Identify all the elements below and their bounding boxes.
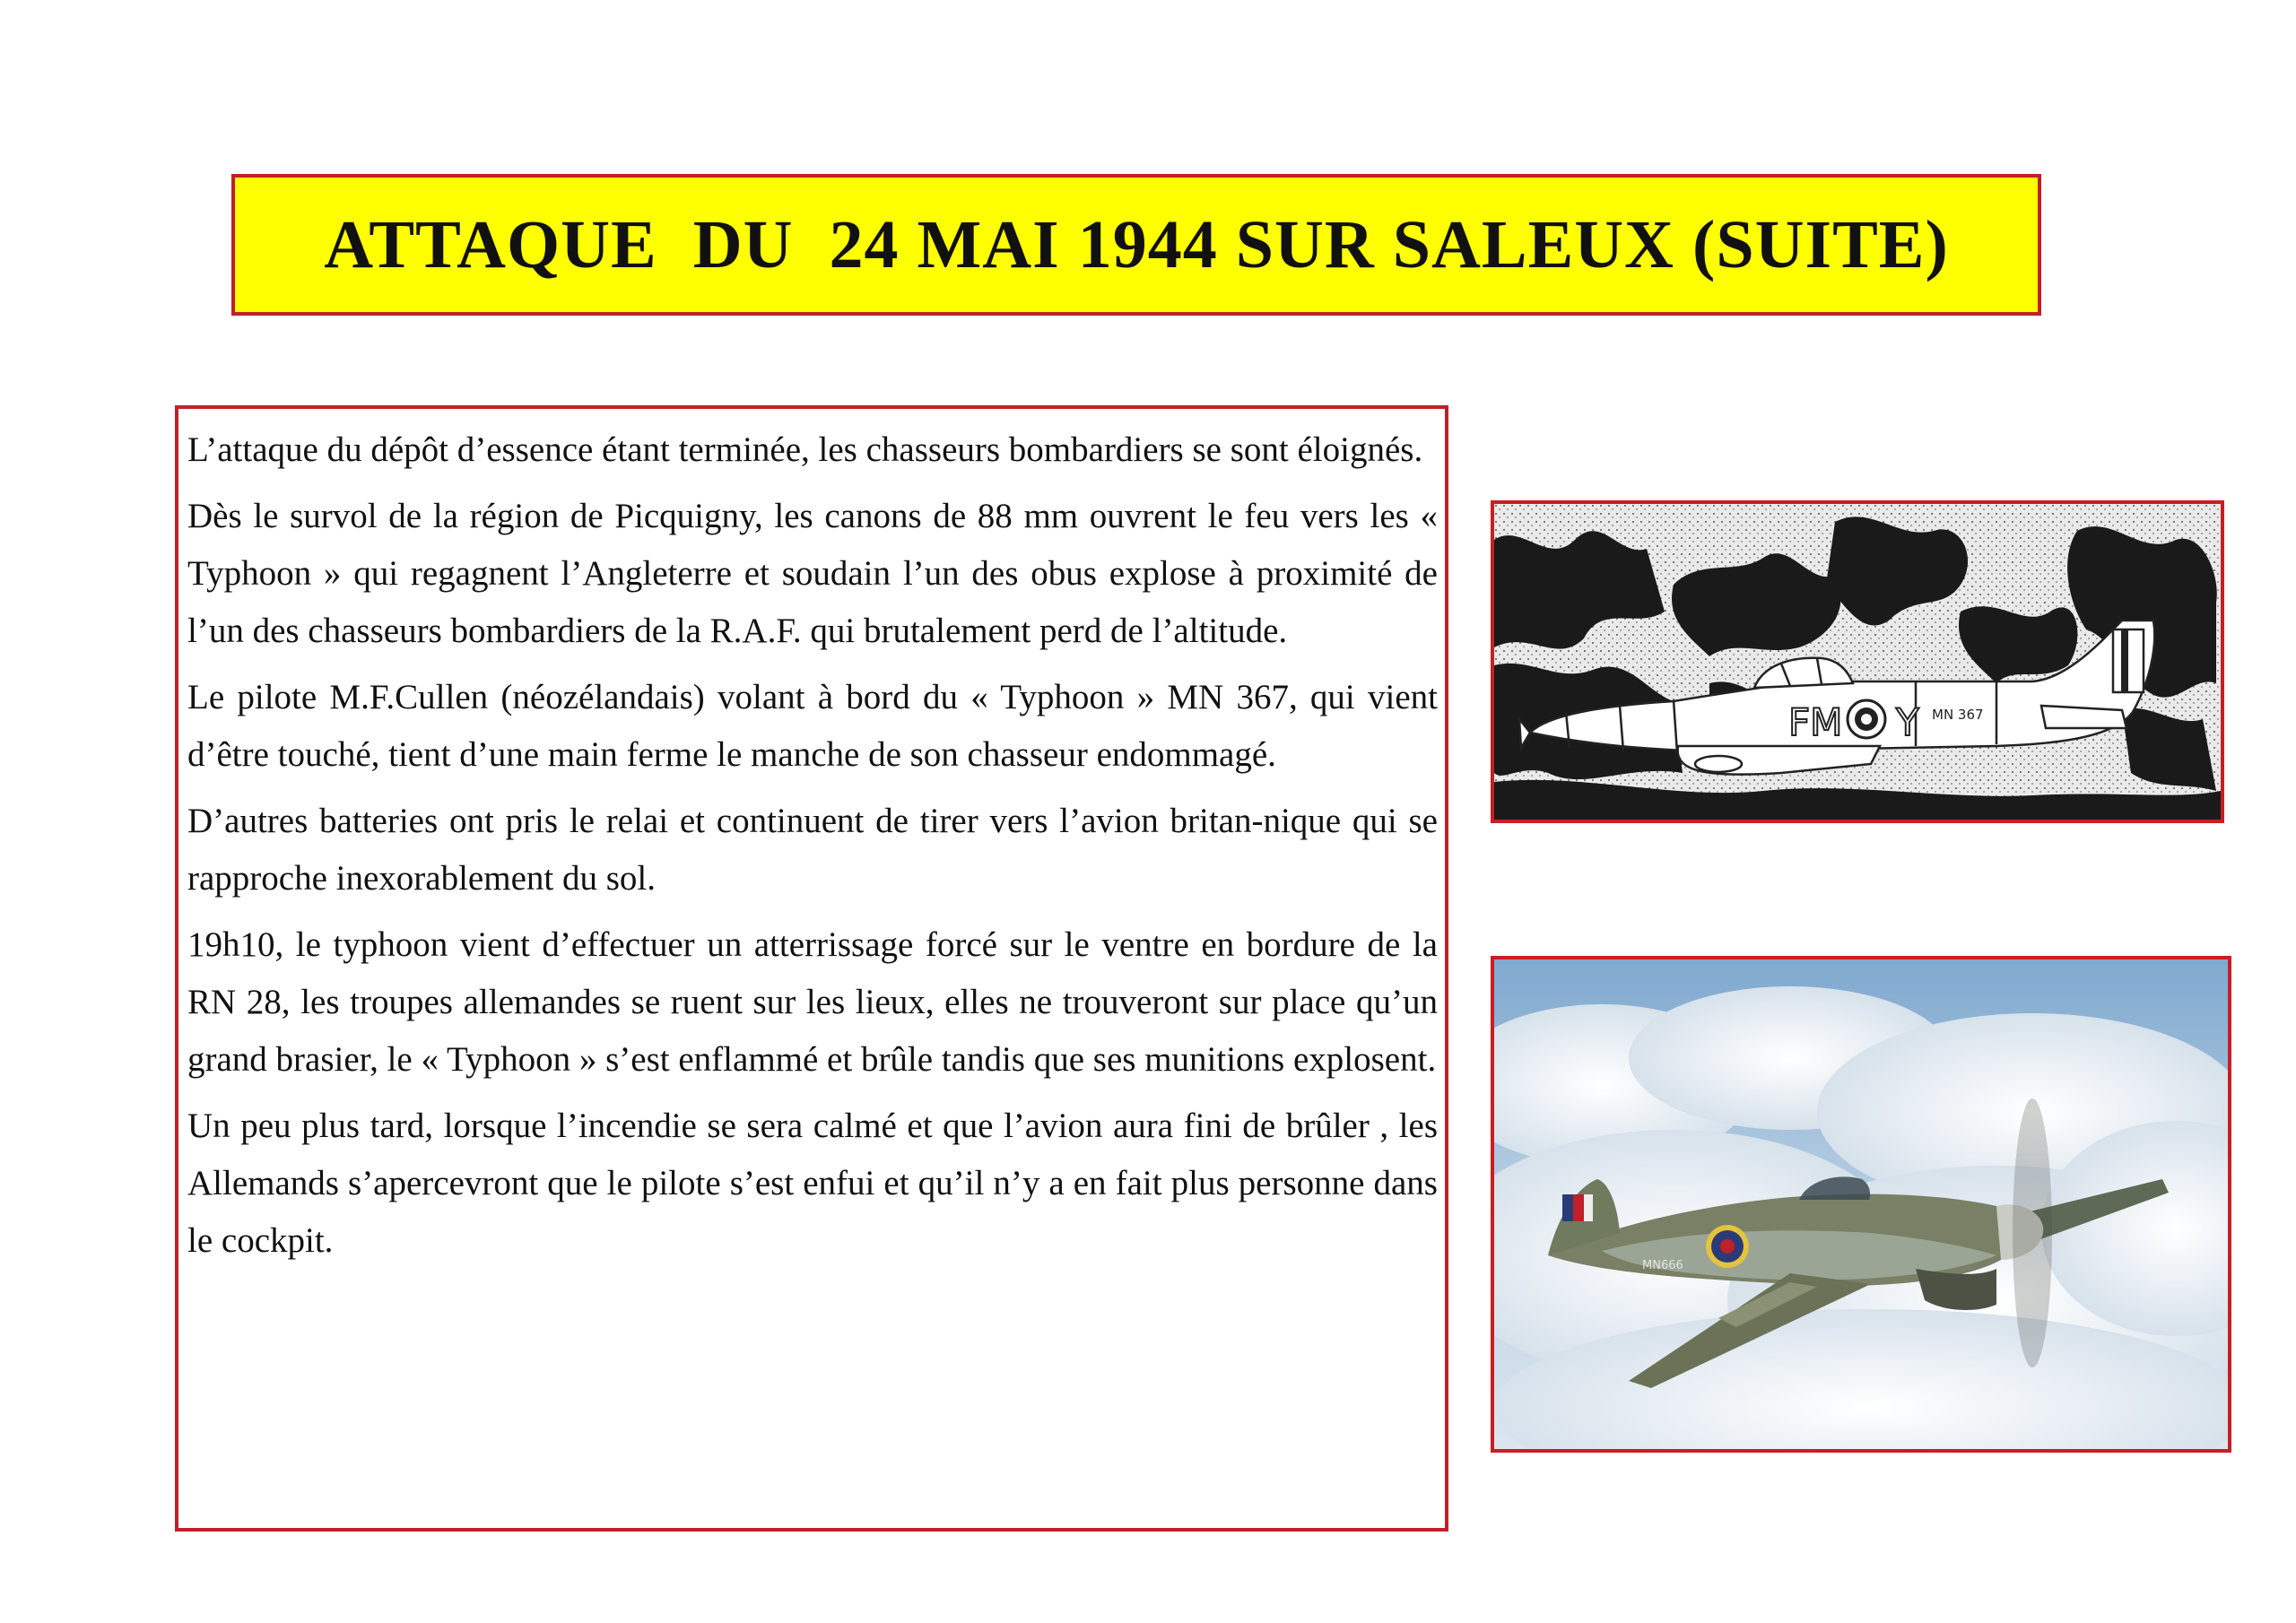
- title-banner: [231, 174, 2041, 316]
- roundel-icon: [1848, 700, 1885, 738]
- typhoon-drawing-svg: [1494, 504, 2221, 820]
- typhoon-photo-svg: [1494, 959, 2228, 1449]
- page-title: ATTAQUE DU 24 MAI 1944 SUR SALEUX (SUITE): [324, 206, 1949, 282]
- typhoon-drawing-image: [1491, 500, 2224, 823]
- aircraft-serial-label: MN 367: [1932, 707, 1984, 723]
- paragraph-3: Le pilote M.F.Cullen (néozélandais) volant à bord du « Typhoon » MN 367, qui vient d’être touché, tient d’une main ferme le manche de son chasseur endommagé.: [187, 678, 1438, 774]
- fuselage-code-right: Y: [1896, 700, 1919, 744]
- paragraph-1: L’attaque du dépôt d’essence étant terminée, les chasseurs bombardiers se sont éloignés.: [187, 430, 1423, 469]
- narrative-text-box: [175, 405, 1448, 1532]
- paragraph-2: Dès le survol de la région de Picquigny, les canons de 88 mm ouvrent le feu vers les « Typhoon » qui regagnent l’Angleterre et soudain l’un des obus explose à proximité de l’un des chasseurs bombardiers de la R.A.F. qui brutalement perd de l’altitude.: [187, 497, 1438, 650]
- photo-aircraft-serial: MN666: [1642, 1259, 1683, 1272]
- fuselage-code-left: FM: [1788, 700, 1843, 744]
- paragraph-5: 19h10, le typhoon vient d’effectuer un atterrissage forcé sur le ventre en bordure de la RN 28, les troupes allemandes se ruent sur les lieux, elles ne trouveront sur place qu’un grand brasier, le « Typhoon » s’est enflammé et brûle tandis que ses munitions explosent.: [187, 925, 1438, 1079]
- typhoon-photo-image: [1491, 956, 2231, 1453]
- paragraph-6: Un peu plus tard, lorsque l’incendie se sera calmé et que l’avion aura fini de brûler , les Allemands s’apercevront que le pilote s’est enfui et qu’il n’y a en fait plus personne dans le cockpit.: [187, 1107, 1438, 1260]
- paragraph-4: D’autres batteries ont pris le relai et continuent de tirer vers l’avion britan-nique qui se rapproche inexorablement du sol.: [187, 802, 1438, 898]
